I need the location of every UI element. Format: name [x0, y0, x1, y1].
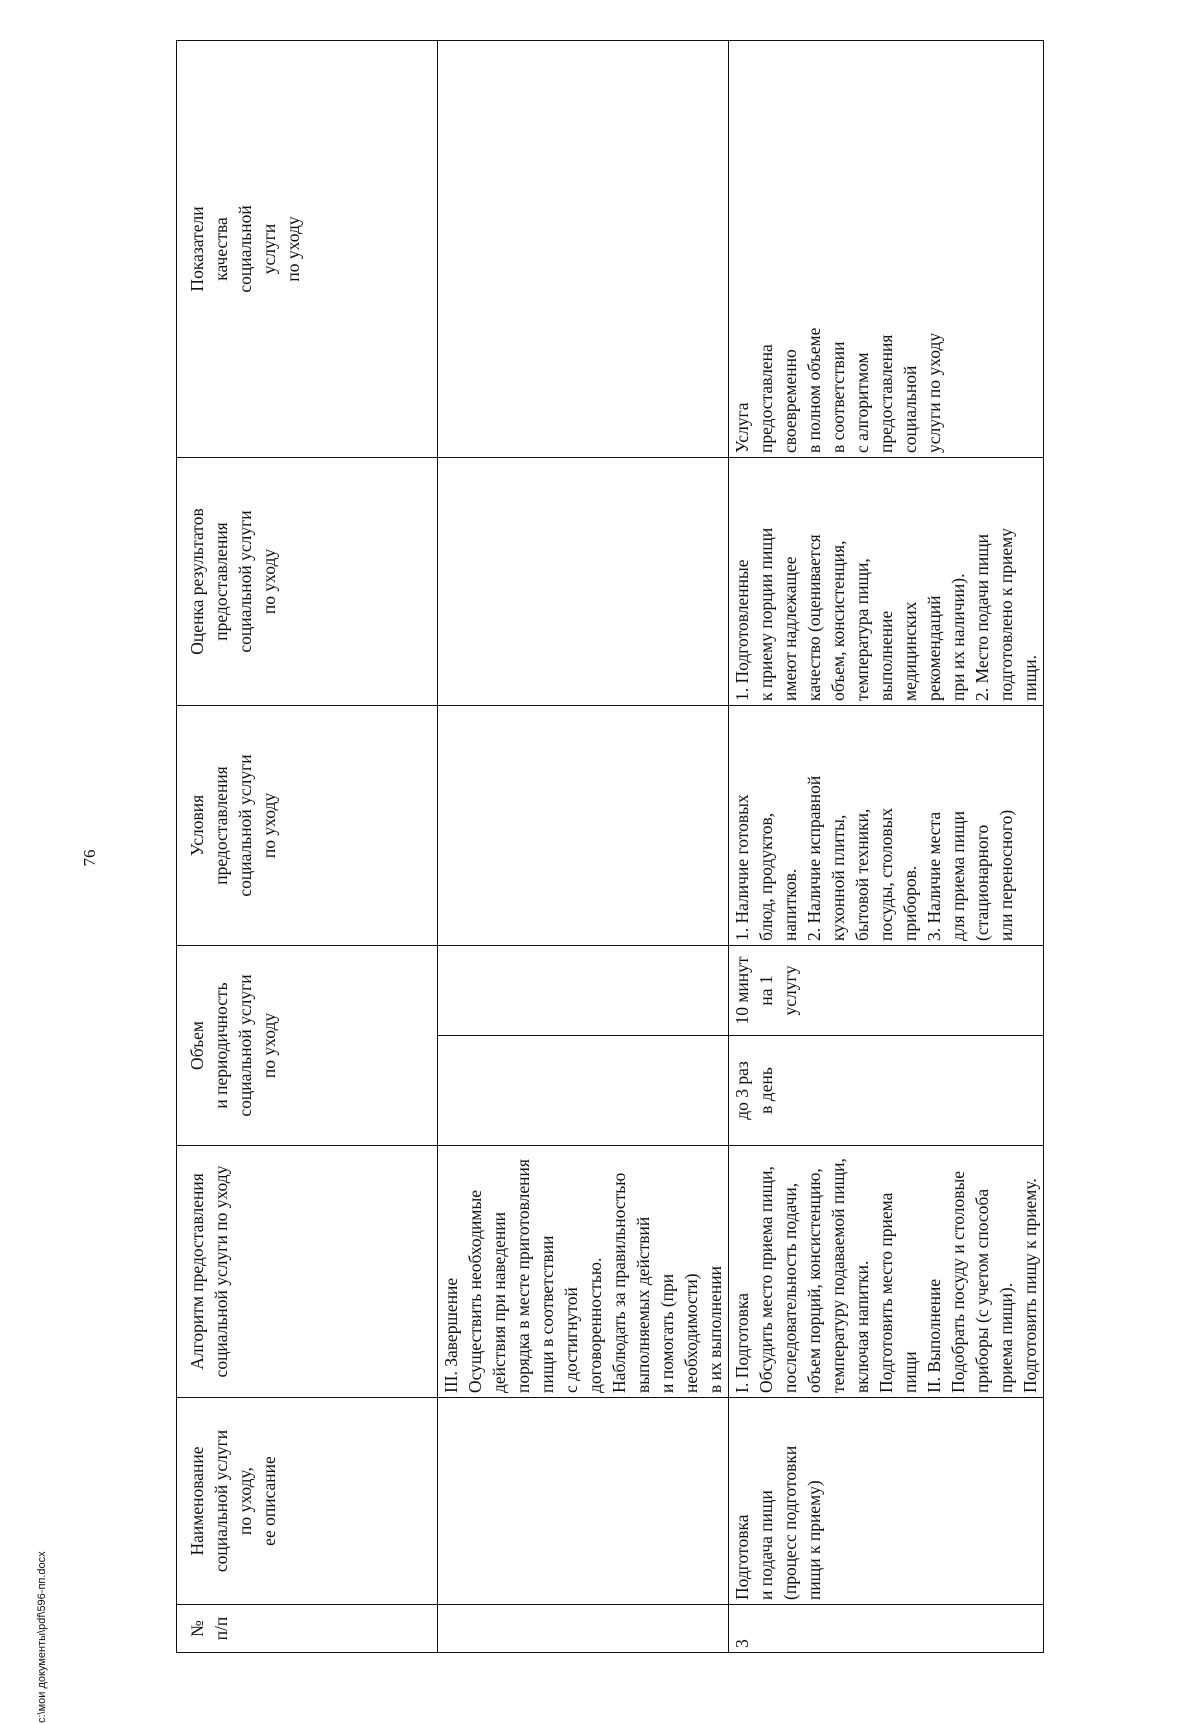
cell-quality — [729, 40, 1044, 457]
text-line: порядка в месте приготовления — [513, 1159, 533, 1393]
text-line: социальной услуги — [235, 974, 255, 1117]
text-line: 2. Наличие исправной — [804, 775, 824, 941]
text-line: по уходу — [283, 216, 303, 282]
cell-periodicity — [729, 1036, 1044, 1146]
text-line: социальной — [900, 365, 920, 453]
text-line: посуды, столовых — [876, 807, 896, 941]
text-line: и подача пищи — [756, 1490, 776, 1600]
text-line: предоставления — [211, 522, 231, 641]
text-line: в день — [756, 1067, 776, 1114]
text-line: с достигнутой договоренностью. — [561, 1257, 605, 1393]
text-line: Объем — [187, 1021, 207, 1070]
header-evaluation — [177, 457, 438, 705]
text-line: включая напитки. — [852, 1260, 872, 1393]
text-line: Алгоритм предоставления — [187, 1173, 207, 1370]
text-line: в их выполнении — [705, 1266, 725, 1393]
table-header-row — [177, 40, 438, 1652]
text-line: объем, консистенция, — [828, 540, 848, 701]
cell-periodicity — [438, 1036, 729, 1146]
text-line: последовательность подачи, — [780, 1182, 800, 1393]
social-services-table — [176, 40, 1044, 1653]
header-num — [177, 1605, 438, 1653]
text-line: предоставлена — [756, 344, 776, 453]
text-line: II. Выполнение — [924, 1278, 944, 1393]
text-line: кухонной плиты, — [828, 814, 848, 941]
rotated-table-page — [176, 41, 1040, 1653]
text-line: социальной — [235, 205, 255, 293]
footer-file-path: c:\мои документы\pdf\596-пп.docx — [36, 1551, 48, 1723]
cell-algorithm — [729, 1146, 1044, 1398]
cell-conditions — [438, 705, 729, 945]
text-line: объем порций, консистенцию, — [804, 1168, 824, 1393]
text-line: приборы (с учетом способа — [972, 1188, 992, 1393]
text-line: до 3 раз — [732, 1061, 752, 1120]
text-line: приема пищи). — [996, 1282, 1016, 1393]
text-line: Осуществить необходимые — [465, 1190, 485, 1393]
cell-quality — [438, 40, 729, 457]
text-line: предоставления — [211, 766, 231, 885]
text-line: выполняемых действий — [633, 1216, 653, 1393]
text-line: услуги по уходу — [924, 332, 944, 453]
text-line: 10 минут — [732, 956, 752, 1025]
cell-num — [438, 1605, 729, 1653]
text-line: пищи к приему) — [804, 1480, 824, 1600]
text-line: по уходу, — [235, 1467, 255, 1535]
text-line: температура пищи, — [852, 558, 872, 701]
text-line: при их наличии). — [948, 573, 968, 701]
cell-evaluation — [729, 457, 1044, 705]
text-line: рекомендаций — [924, 595, 944, 701]
text-line: социальной услуги по уходу — [211, 1165, 231, 1378]
text-line: Услуга — [732, 402, 752, 453]
text-line: социальной услуги — [235, 754, 255, 897]
header-conditions — [177, 705, 438, 945]
text-line: качество (оценивается — [804, 534, 824, 701]
text-line: услуги — [259, 223, 279, 275]
text-line: блюд, продуктов, — [756, 812, 776, 941]
header-quality — [177, 40, 438, 457]
text-line: I. Подготовка — [732, 1292, 752, 1393]
cell-volume — [438, 945, 729, 1035]
text-line: 2. Место подачи пищи — [972, 533, 992, 701]
page-number: 76 — [80, 849, 99, 867]
cell-conditions — [729, 705, 1044, 945]
cell-name — [438, 1398, 729, 1605]
text-line: социальной услуги — [235, 510, 255, 653]
text-line: по уходу — [259, 792, 279, 859]
text-line: социальной услуги — [211, 1429, 231, 1573]
text-line: Показатели — [187, 206, 207, 292]
text-line: по уходу — [259, 1012, 279, 1079]
text-line: для приема пищи — [948, 811, 968, 941]
text-line: своевременно — [780, 349, 800, 453]
text-line: предоставления — [876, 334, 896, 453]
text-line: выполнение — [876, 610, 896, 701]
text-line: на 1 услугу — [756, 965, 800, 1016]
header-name — [177, 1398, 438, 1605]
text-line: пищи — [900, 1351, 920, 1393]
text-line: Обсудить место приема пищи, — [756, 1166, 776, 1393]
text-line: к приему порции пищи — [756, 527, 776, 701]
text-line: пищи в соответствии — [537, 1235, 557, 1393]
text-line: медицинских — [900, 601, 920, 701]
header-algorithm — [177, 1146, 438, 1398]
text-line: и периодичность — [211, 982, 231, 1109]
text-line: или переносного) — [996, 809, 1016, 941]
text-line: (стационарного — [972, 824, 992, 941]
text-line: 1. Подготовленные — [732, 559, 752, 701]
table-row — [438, 40, 729, 1652]
text-line: пищи. — [1020, 655, 1040, 701]
text-line: Наименование — [187, 1446, 207, 1556]
text-line: качества — [211, 217, 231, 281]
text-line: в соответствии — [828, 341, 848, 453]
text-line: и помогать (при необходимости) — [657, 1273, 701, 1393]
text-line: Подготовить место приема — [876, 1192, 896, 1393]
text-line: 1. Наличие готовых — [732, 794, 752, 941]
cell-evaluation — [438, 457, 729, 705]
table-row — [729, 40, 1044, 1652]
text-line: п/п — [211, 1616, 231, 1641]
text-line: подготовлено к приему — [996, 528, 1016, 701]
text-line: Подготовка — [732, 1514, 752, 1600]
text-line: Оценка результатов — [187, 508, 207, 655]
text-line: имеют надлежащее — [780, 556, 800, 701]
text-line: (процесс подготовки — [780, 1445, 800, 1600]
text-line: ее описание — [259, 1456, 279, 1546]
cell-volume — [729, 945, 1044, 1035]
text-line: с алгоритмом — [852, 352, 872, 453]
cell-name — [729, 1398, 1044, 1605]
text-line: напитков. — [780, 868, 800, 941]
text-line: Подготовить пищу к приему. — [1020, 1178, 1040, 1393]
text-line: по уходу — [259, 548, 279, 615]
text-line: действия при наведении — [489, 1212, 509, 1393]
text-line: Подобрать посуду и столовые — [948, 1171, 968, 1393]
cell-algorithm — [438, 1146, 729, 1398]
text-line: III. Завершение — [441, 1277, 461, 1393]
text-line: Условия — [187, 794, 207, 857]
text-line: Наблюдать за правильностью — [609, 1172, 629, 1393]
text-line: приборов. — [900, 865, 920, 941]
cell-num: 3 — [729, 1605, 1044, 1653]
text-line: 3. Наличие места — [924, 811, 944, 941]
header-volume — [177, 945, 438, 1145]
text-line: № — [187, 1620, 207, 1637]
text-line: в полном объеме — [804, 327, 824, 453]
text-line: температуру подаваемой пищи, — [828, 1158, 848, 1393]
text-line: бытовой техники, — [852, 808, 872, 941]
